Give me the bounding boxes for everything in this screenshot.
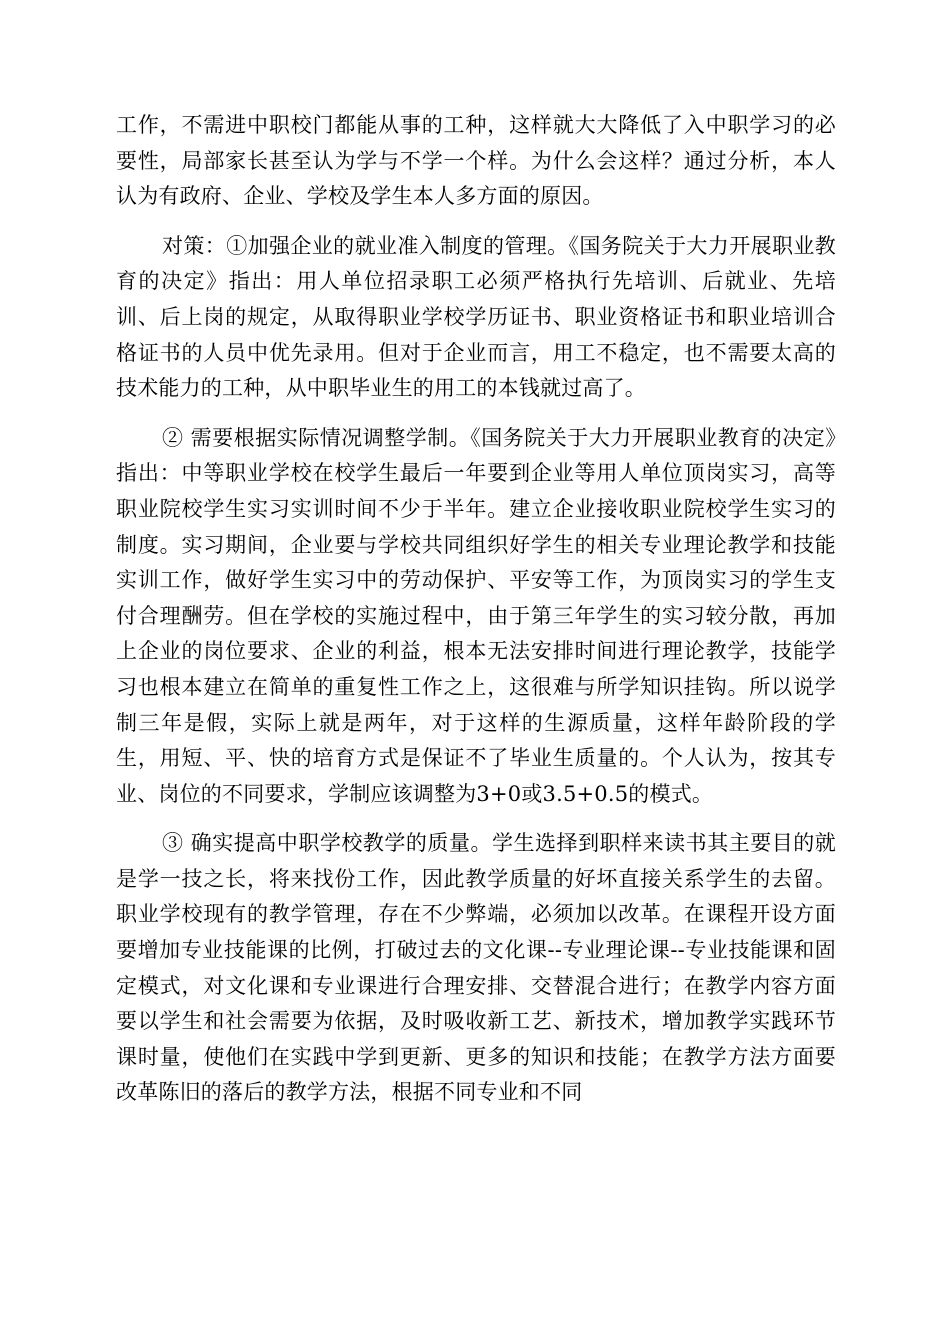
paragraph-countermeasure-3: ③ 确实提高中职学校教学的质量。学生选择到职样来读书其主要目的就是学一技之长，将来找份工作，因此教学质量的好坏直接关系学生的去留。职业学校现有的教学管理，存在不少弊端，必须加以改革。在课程开设方面要增加专业技能课的比例，打破过去的文化课--专业理论课--专业技能课和固定模式，对文化课和专业课进行合理安排、交替混合进行；在教学内容方面要以学生和社会需要为依据，及时吸收新工艺、新技术，增加教学实践环节课时量，使他们在实践中学到更新、更多的知识和技能；在教学方法方面要改革陈旧的落后的教学方法，根据不同专业和不同	[116, 831, 836, 1105]
paragraph-countermeasure-1: 对策：①加强企业的就业准入制度的管理。《国务院关于大力开展职业教育的决定》指出：用人单位招录职工必须严格执行先培训、后就业、先培训、后上岗的规定，从取得职业学校学历证书、职业资格证书和职业培训合格证书的人员中优先录用。但对于企业而言，用工不稳定，也不需要太高的技术能力的工种，从中职毕业生的用工的本钱就过高了。	[116, 233, 836, 401]
document-page	[116, 108, 836, 1125]
paragraph-intro-continuation: 工作，不需进中职校门都能从事的工种，这样就大大降低了入中职学习的必要性，局部家长甚至认为学与不学一个样。为什么会这样？通过分析，本人认为有政府、企业、学校及学生本人多方面的原因。	[116, 113, 836, 209]
paragraph-countermeasure-2: ② 需要根据实际情况调整学制。《国务院关于大力开展职业教育的决定》指出：中等职业学校在校学生最后一年要到企业等用人单位顶岗实习，高等职业院校学生实习实训时间不少于半年。建立企业接收职业院校学生实习的制度。实习期间，企业要与学校共同组织好学生的相关专业理论教学和技能实训工作，做好学生实习中的劳动保护、平安等工作，为顶岗实习的学生支付合理酬劳。但在学校的实施过程中，由于第三年学生的实习较分散，再加上企业的岗位要求、企业的利益，根本无法安排时间进行理论教学，技能学习也根本建立在简单的重复性工作之上，这很难与所学知识挂钩。所以说学制三年是假，实际上就是两年，对于这样的生源质量，这样年龄阶段的学生，用短、平、快的培育方式是保证不了毕业生质量的。个人认为，按其专业、岗位的不同要求，学制应该调整为3+0或3.5+0.5的模式。	[116, 425, 836, 806]
